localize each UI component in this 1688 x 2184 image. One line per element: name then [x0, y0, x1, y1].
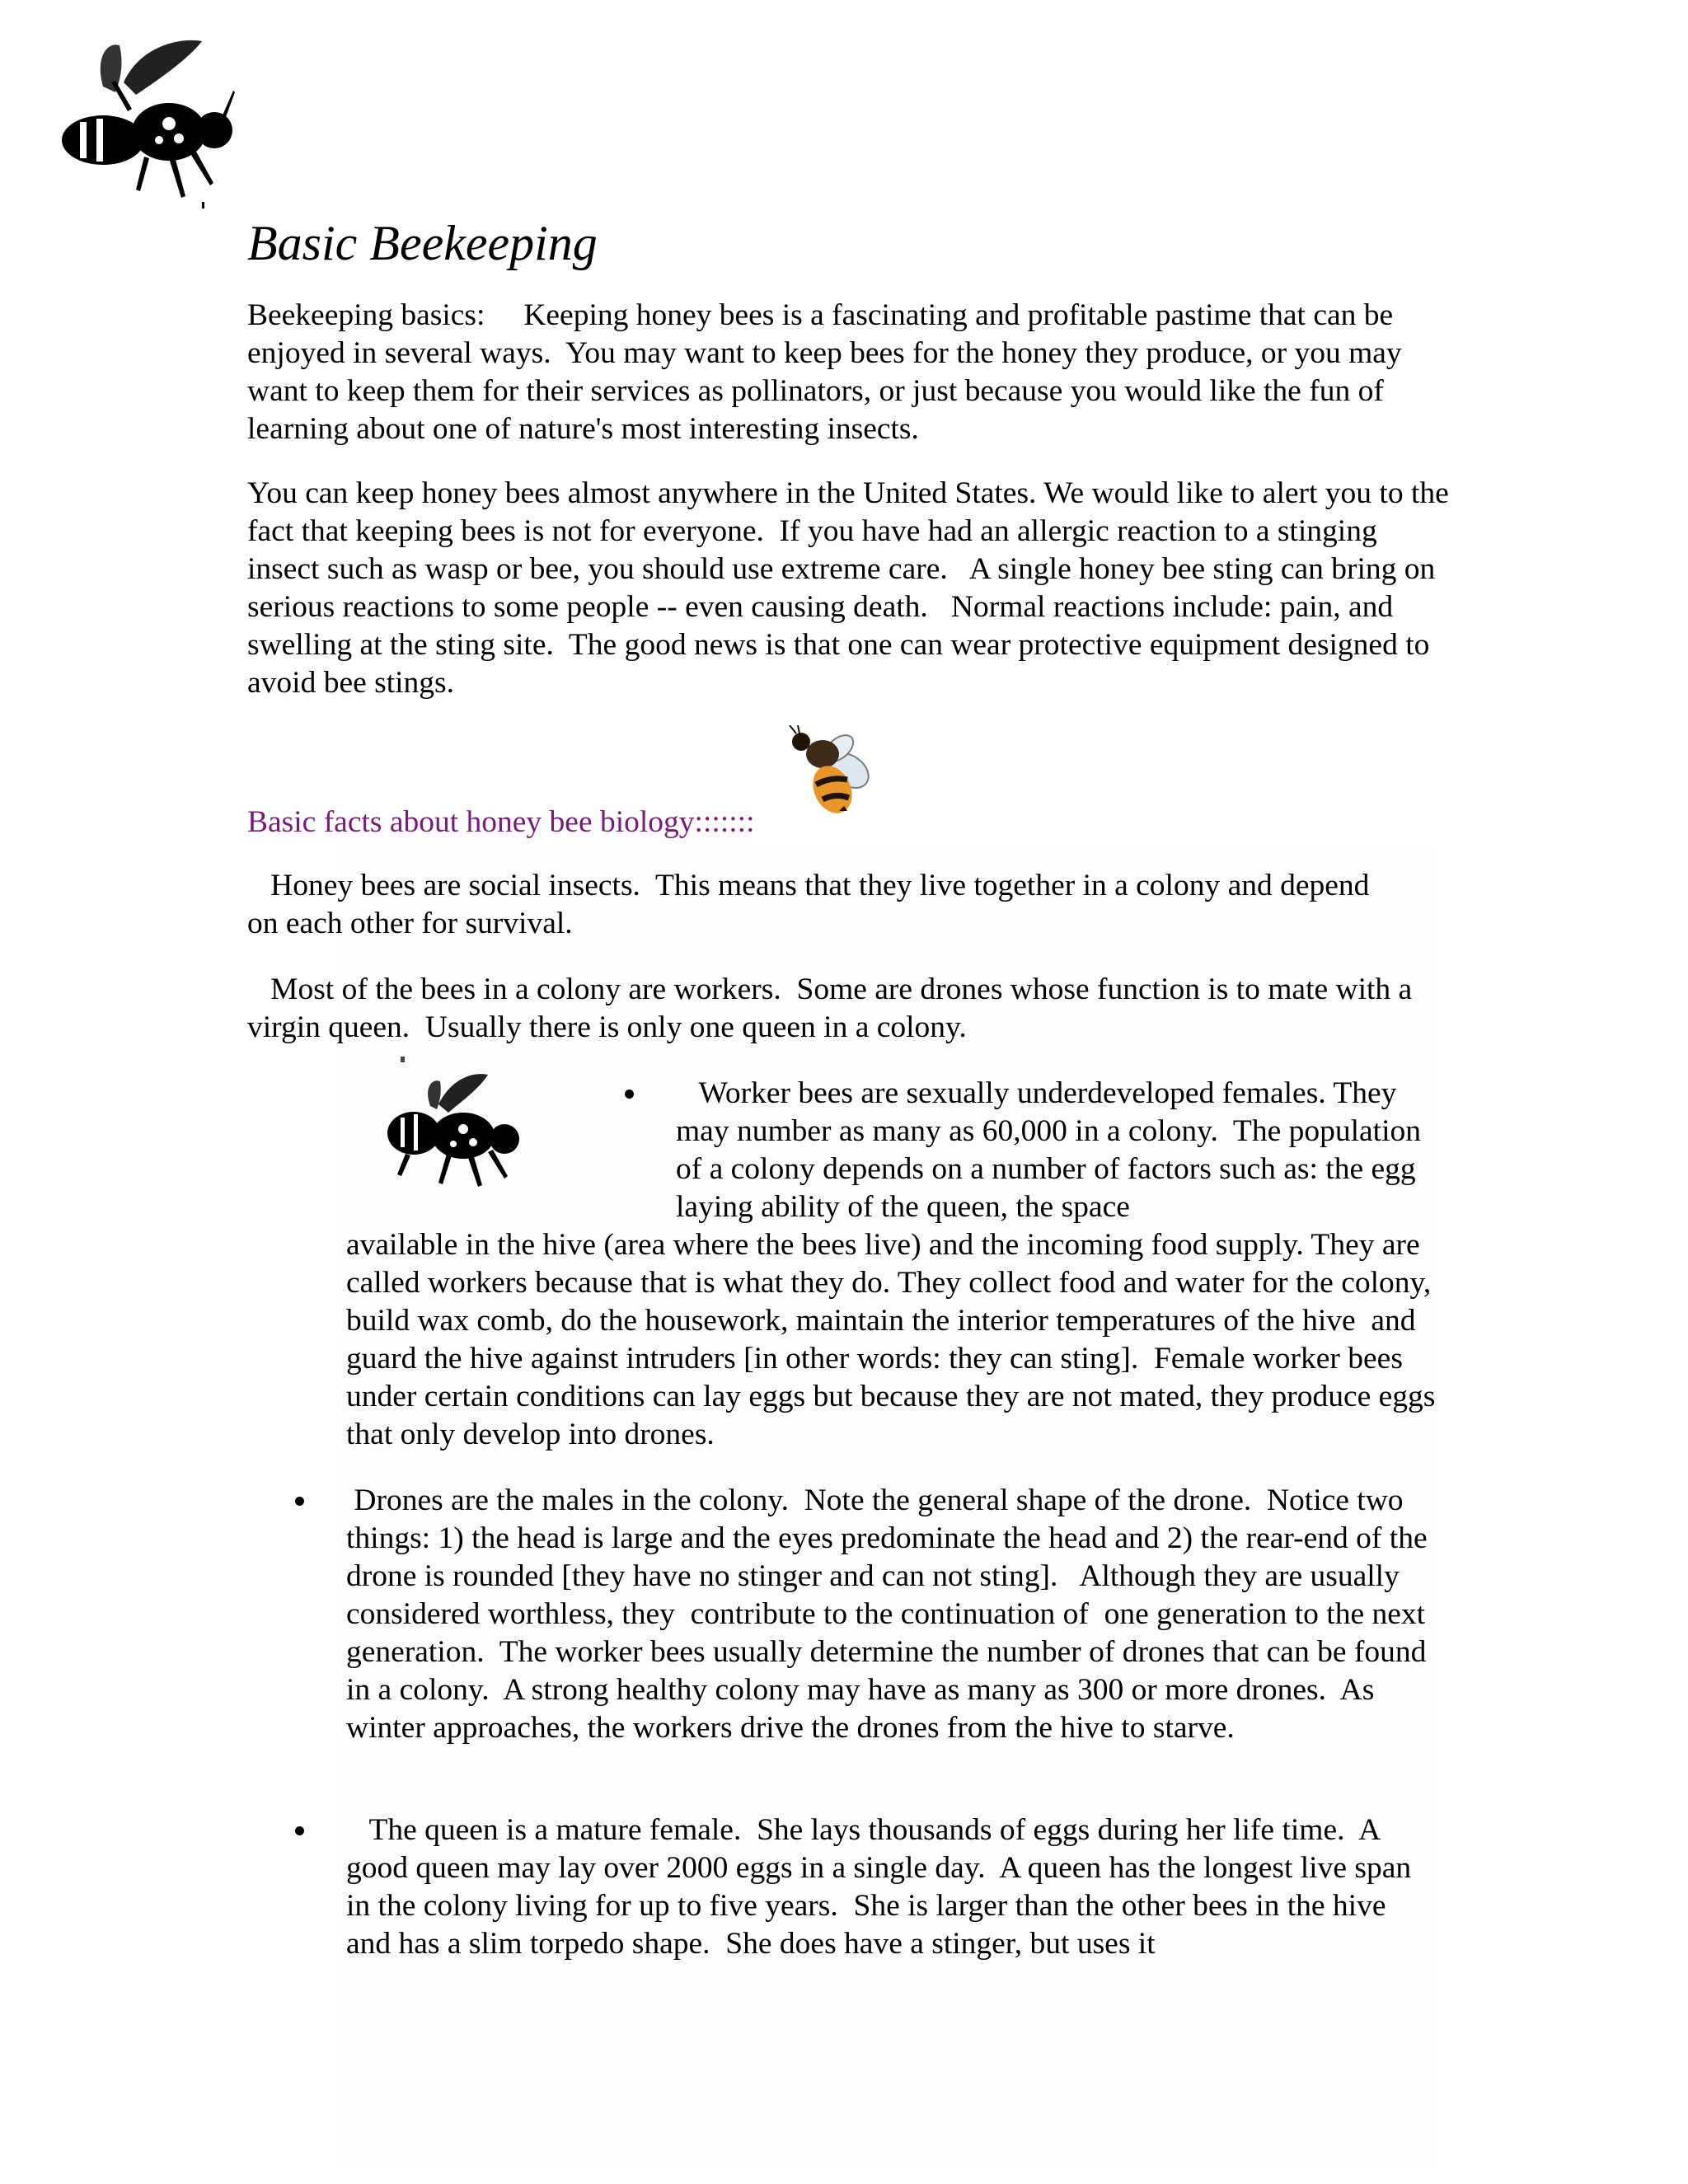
warning-paragraph: You can keep honey bees almost anywhere in the United States. We would like to alert you to the fact that keeping bees is not for everyone. If you have had an allergic reaction to a stinging insect such as wasp or bee, you should use extreme care. A single honey bee sting can bring on serious reactions to some people -- even causing death. Normal reactions include: pain, and swelling at the sting site. The good news is that one can wear protective equipment designed to avoid bee stings. [247, 476, 1449, 700]
queen-bullet: The queen is a mature female. She lays thousands of eggs during her life time. A good queen may lay over 2000 eggs in a single day. A queen has the longest live span in the colony living for up to five years. She is larger than the other bees in the hive and has a slim torpedo shape. She does have a stinger, but uses it [346, 1813, 1412, 1961]
bee-icon [45, 33, 235, 210]
stray-mark [401, 1057, 405, 1062]
workers-bullet-continued: available in the hive (area where the bees live) and the incoming food supply. They are called workers because that is what they do. They collect food and water for the colony, build wax comb, do the housework, maintain the interior temperatures of the hive and guard the hive against intruders [in other words: they can sting]. Female worker bees under certain conditions can lay eggs but because they are not mated, they produce eggs that only develop into drones. [346, 1228, 1436, 1451]
bullet-marker [625, 1090, 634, 1099]
social-insects-paragraph: Honey bees are social insects. This means that they live together in a colony and depend on each other for survival. [247, 869, 1370, 940]
page-title: Basic Beekeeping [247, 216, 598, 270]
bullet-marker [295, 1497, 304, 1506]
workers-bullet-lead: Worker bees are sexually underdeveloped females. They may number as many as 60,000 in a colony. The population of a colony depends on a number of factors such as: the egg laying ability of the queen, the space [676, 1076, 1421, 1224]
section-heading: Basic facts about honey bee biology::::::: [247, 805, 755, 839]
honey-bee-icon [781, 725, 880, 816]
drones-bullet: Drones are the males in the colony. Note the general shape of the drone. Notice two things: 1) the head is large and the eyes predominate the head and 2) the rear-end of the drone is rounded [they have no stinger and can not sting]. Although they are usually considered worthless, they contribute to the continuation of one generation to the next generation. The worker bees usually determine the number of drones that can be found in a colony. A strong healthy colony may have as many as 300 or more drones. As winter approaches, the workers drive the drones from the hive to starve. [346, 1483, 1428, 1745]
intro-paragraph: Beekeeping basics: Keeping honey bees is a fascinating and profitable pastime that can be enjoyed in several ways. You may want to keep bees for the honey they produce, or you may want to keep them for their services as pollinators, or just because you would like the fun of learning about one of nature's most interesting insects. [247, 298, 1402, 446]
bee-icon [381, 1063, 529, 1195]
colony-composition-paragraph: Most of the bees in a colony are workers. Some are drones whose function is to mate with a virgin queen. Usually there is only one queen in a colony. [247, 972, 1413, 1044]
bullet-marker [295, 1826, 304, 1835]
